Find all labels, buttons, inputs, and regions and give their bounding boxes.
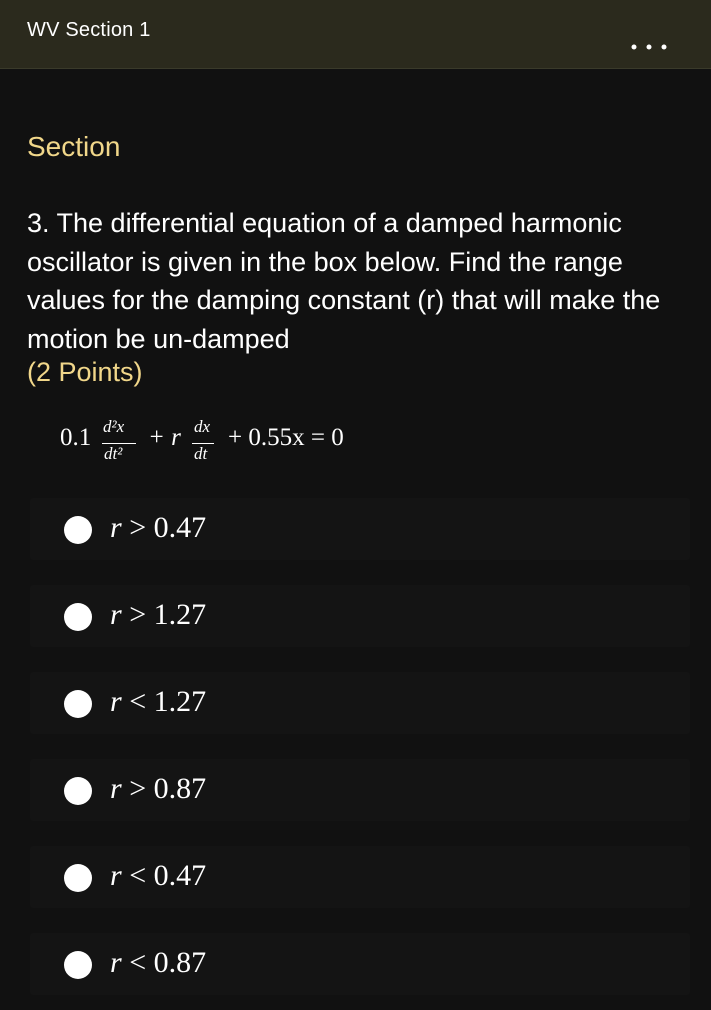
answer-option-1[interactable] — [30, 498, 690, 560]
answer-option-2[interactable] — [30, 585, 690, 647]
answer-option-4[interactable] — [30, 759, 690, 821]
option-label: r > 0.47 — [110, 511, 207, 544]
question-points: (2 Points) — [27, 357, 143, 387]
question-text: 3. The differential equation of a damped harmonic oscillator is given in the box below. Find the range values for the damping constant (r) that will make the motion be un-damped — [27, 208, 661, 354]
equation-numerator-2: dx — [194, 417, 211, 436]
equation-denominator-1: dt² — [104, 444, 123, 463]
equation-rest: + 0.55x = 0 — [228, 424, 344, 451]
option-label: r > 1.27 — [110, 598, 207, 631]
radio-button[interactable] — [64, 864, 92, 892]
radio-button[interactable] — [64, 777, 92, 805]
answer-option-6[interactable] — [30, 933, 690, 995]
answer-option-5[interactable] — [30, 846, 690, 908]
answer-option-3[interactable] — [30, 672, 690, 734]
option-label: r < 0.87 — [110, 946, 207, 979]
app-header — [0, 0, 711, 69]
equation — [60, 412, 420, 472]
option-label: r > 0.87 — [110, 772, 207, 805]
more-horizontal-icon — [620, 30, 680, 60]
section-title: Section — [27, 131, 121, 162]
radio-button[interactable] — [64, 951, 92, 979]
equation-numerator-1: d²x — [103, 417, 125, 436]
option-label: r < 1.27 — [110, 685, 207, 718]
radio-button[interactable] — [64, 603, 92, 631]
header-title: WV Section 1 — [27, 19, 151, 41]
equation-denominator-2: dt — [194, 444, 208, 463]
equation-coefficient: 0.1 — [60, 424, 92, 451]
equation-term-r: + r — [148, 424, 181, 451]
radio-button[interactable] — [64, 690, 92, 718]
more-options-button[interactable] — [620, 30, 680, 60]
radio-button[interactable] — [64, 516, 92, 544]
option-label: r < 0.47 — [110, 859, 207, 892]
